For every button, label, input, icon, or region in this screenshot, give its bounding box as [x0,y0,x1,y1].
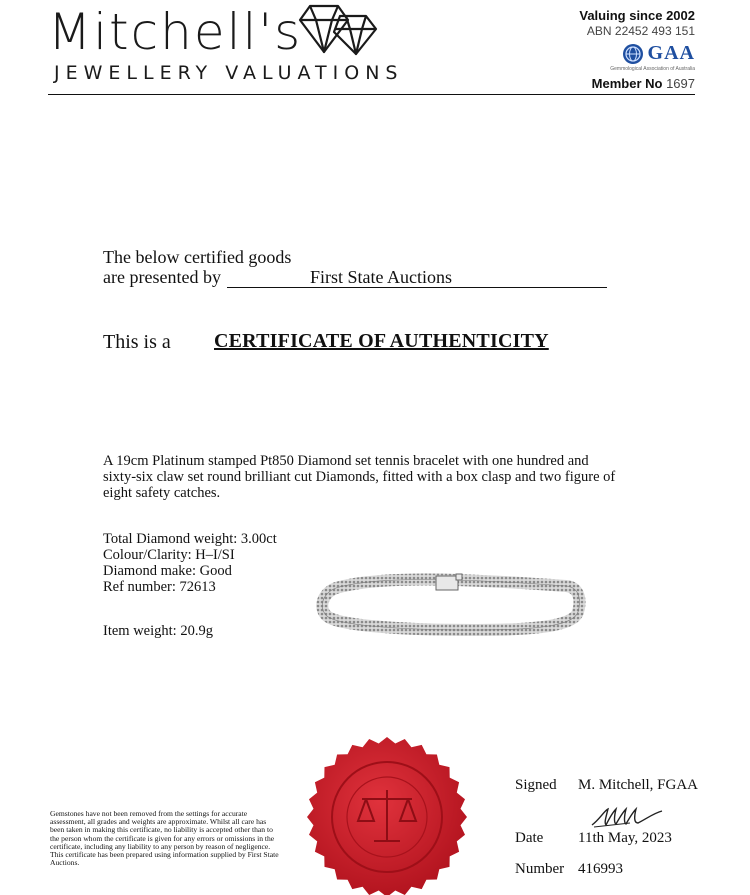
number-label: Number [515,861,565,877]
intro-line-2: are presented by [103,267,221,287]
item-weight: Item weight: 20.9g [103,623,213,639]
brand-name: Mitchell's [48,3,303,61]
diamond-make: Diamond make: Good [103,563,232,579]
gaa-text: GAA [647,42,695,64]
header-divider [48,94,695,95]
diamond-logo-icon [298,2,388,58]
colour-clarity: Colour/Clarity: H–I/SI [103,547,235,563]
valuing-since: Valuing since 2002 [579,8,695,23]
date-value: 11th May, 2023 [578,830,672,846]
bracelet-photo [316,568,586,640]
gaa-full-name: Gemmological Association of Australia [610,66,695,72]
total-diamond-weight: Total Diamond weight: 3.00ct [103,531,277,547]
brand-subtitle: JEWELLERY VALUATIONS [54,62,404,84]
presenter-name: First State Auctions [309,267,452,287]
date-label: Date [515,830,544,846]
signature-mark [590,805,665,829]
presented-by [103,247,607,288]
gaa-logo [622,42,695,65]
intro-line-1: The below certified goods [103,247,292,267]
ref-number: Ref number: 72613 [103,579,216,595]
item-description: A 19cm Platinum stamped Pt850 Diamond set tennis bracelet with one hundred and sixty-six claw set round brilliant cut Diamonds, fitted with a box clasp and two figure of eight safety catches. [103,453,616,501]
signed-value: M. Mitchell, FGAA [578,777,698,793]
member-label: Member No [591,76,663,91]
member-number [592,76,695,91]
gaa-globe-icon [622,43,644,65]
certificate-prefix: This is a [103,331,171,353]
abn-number: ABN 22452 493 151 [586,24,695,38]
wax-seal-icon [300,735,475,895]
certificate-title: CERTIFICATE OF AUTHENTICITY [214,330,549,352]
number-value: 416993 [578,861,623,877]
signed-label: Signed [515,777,557,793]
member-value: 1697 [666,76,695,91]
item-details [103,531,277,595]
disclaimer-text: Gemstones have not been removed from the settings for accurate assessment, all grades and weights are approximate. Whilst all care has been taken in making this certificate, no liability is accepted other than to the person whom the certificate is given for any errors or omissions in the certificate, including any liability to any person by reason of negligence. This certificate has been prepared using information supplied by First State Auctions. [50,809,279,868]
presenter-line [227,267,607,288]
